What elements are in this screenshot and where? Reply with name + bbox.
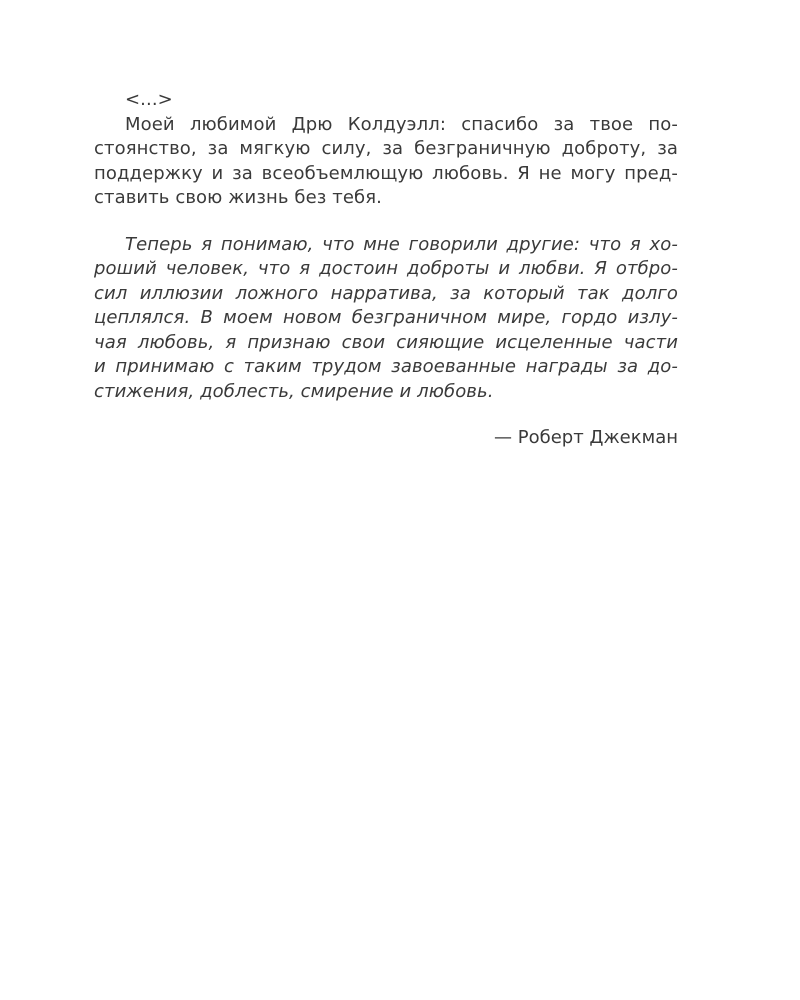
dedication-paragraph [94,113,678,211]
dedication-line: Моей любимой Дрю Колдуэлл: спасибо за твое по- [125,113,678,135]
page-body [94,88,678,451]
quote-paragraph [94,233,678,405]
quote-line: и принимаю с таким трудом завоеванные награды за до- [94,356,678,377]
quote-line: роший человек, что я достоин доброты и любви. Я отбро- [94,258,678,279]
ellipsis-marker: <...> [125,89,173,110]
paragraph-gap [94,211,678,233]
quote-line: стижения, доблесть, смирение и любовь. [94,380,494,402]
quote-line: Теперь я понимаю, что мне говорили другие: что я хо- [125,233,678,255]
dedication-line: стоянство, за мягкую силу, за безграничную доброту, за [94,138,678,159]
dedication-line: ставить свою жизнь без тебя. [94,187,382,208]
signature: — Роберт Джекман [494,427,678,448]
quote-line: сил иллюзии ложного нарратива, за который так долго [94,282,678,304]
quote-line: цеплялся. В моем новом безграничном мире, гордо излу- [94,307,678,328]
signature-block [94,426,678,451]
dedication-line: поддержку и за всеобъемлющую любовь. Я не могу пред- [94,162,678,184]
quote-line: чая любовь, я признаю свои сияющие исцеленные части [94,331,678,353]
